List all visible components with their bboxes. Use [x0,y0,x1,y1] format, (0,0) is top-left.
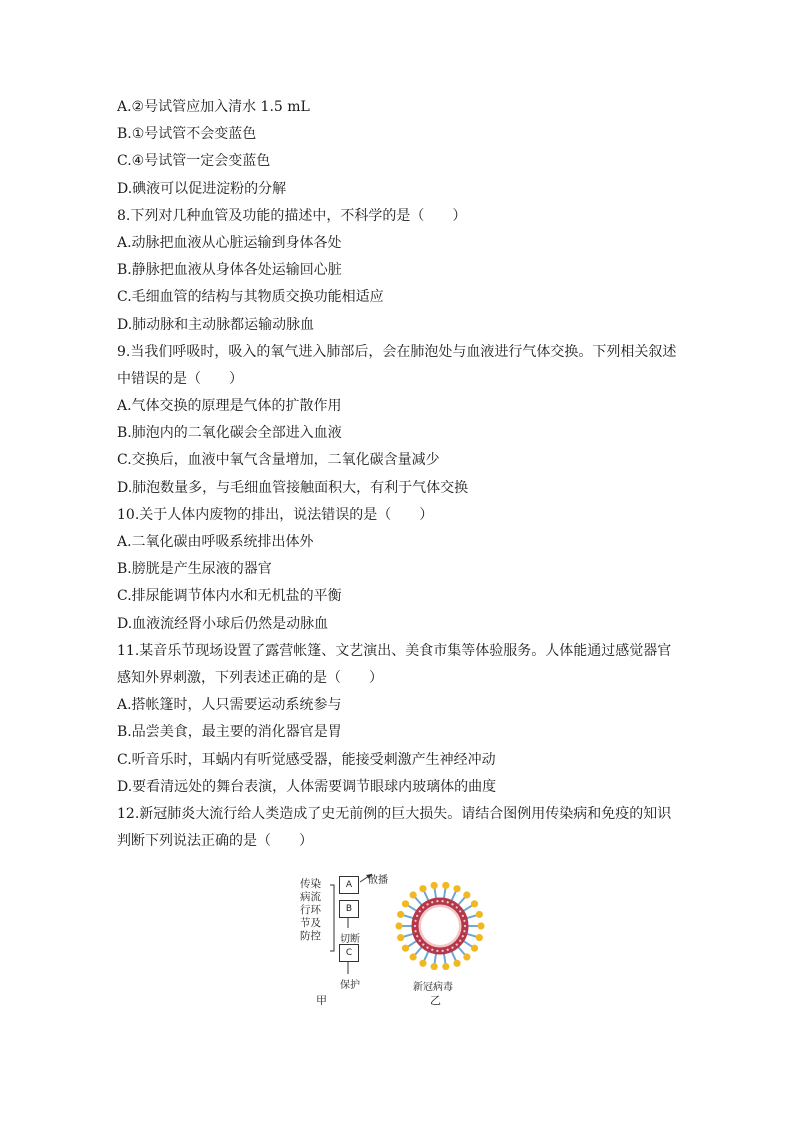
question-text [117,94,682,855]
spike-head [442,963,449,970]
spike-head [471,900,478,907]
question-9-stem-cont: 中错误的是（ ） [117,370,243,387]
text-line: A.气体交换的原理是气体的扩散作用 [117,398,342,415]
membrane-dot [419,940,421,942]
membrane-dot [414,925,416,927]
membrane-dot [422,943,424,945]
text-line: B.肺泡内的二氧化碳会全部进入血液 [117,425,342,442]
spike-head [395,922,402,929]
text-line: B.静脉把血液从身体各处运输回心脏 [117,262,342,279]
cut-label: 切断 [340,934,360,945]
membrane-dot [464,925,466,927]
spike-head [476,911,483,918]
virus-label: 新冠病毒 [413,982,453,993]
membrane-dot [456,943,458,945]
text-line: A.二氧化碳由呼吸系统排出体外 [117,534,314,550]
membrane-dot [462,935,464,937]
membrane-dot [459,910,461,912]
question-12-figure [296,866,496,1008]
spike-head [397,934,404,941]
text-line: D.肺动脉和主动脉都运输动脉血 [117,316,315,333]
spike-head [463,891,470,898]
spike-head [442,882,449,889]
text-line: C.④号试管一定会变蓝色 [117,153,271,170]
membrane-dot [442,950,444,952]
text-line: C.排尿能调节体内水和无机盐的平衡 [117,588,342,605]
membrane-dot [447,949,449,951]
spike-head [431,882,438,889]
membrane-dot [431,949,433,951]
spike-head [410,953,417,960]
spike-head [410,891,417,898]
membrane-dot [451,947,453,949]
spike-head [419,885,426,892]
membrane-dot [447,901,449,903]
box-b: B [339,900,359,918]
spread-label: 散播 [368,875,388,886]
spike-head [463,953,470,960]
membrane-dot [414,920,416,922]
question-8-stem: 8.下列对几种血管及功能的描述中，不科学的是（ ） [117,207,467,224]
membrane-dot [426,903,428,905]
membrane-dot [419,910,421,912]
question-11-stem: 11.某音乐节现场设置了露营帐篷、文艺演出、美食市集等体验服务。人体能通过感觉器官 [117,642,672,659]
membrane-dot [462,915,464,917]
spike-head [453,960,460,967]
spike-head [419,960,426,967]
question-11-stem-cont: 感知外界刺激，下列表述正确的是（ ） [117,669,383,686]
text-line: D.血液流经肾小球后仍然是动脉血 [117,615,329,632]
caption-jia: 甲 [316,994,327,1007]
membrane-dot [463,930,465,932]
spike-head [397,911,404,918]
membrane-dot [431,901,433,903]
text-line: B.品尝美食，最主要的消化器官是胃 [117,724,342,741]
membrane-dot [456,906,458,908]
membrane-dot [436,900,438,902]
membrane-dot [426,947,428,949]
text-line: A.动脉把血液从心脏运输到身体各处 [117,234,342,251]
membrane-dot [451,903,453,905]
text-line: A.搭帐篷时，人只需要运动系统参与 [117,697,342,714]
membrane-dot [436,950,438,952]
text-line: D.肺泡数量多，与毛细血管接触面积大，有利于气体交换 [117,479,469,496]
virus-illustration [394,880,486,972]
text-line: B.①号试管不会变蓝色 [117,126,257,143]
spike-head [402,945,409,952]
spike-head [471,945,478,952]
text-line: C.毛细血管的结构与其物质交换功能相适应 [117,289,384,306]
text-line: B.膀胱是产生尿液的器官 [117,561,272,578]
text-line: C.听音乐时，耳蜗内有听觉感受器，能接受刺激产生神经冲动 [117,751,496,768]
question-12-stem: 12.新冠肺炎大流行给人类造成了史无前例的巨大损失。请结合图例用传染病和免疫的知识 [117,805,672,822]
text-line: D.要看清远处的舞台表演，人体需要调节眼球内玻璃体的曲度 [117,778,497,795]
membrane-dot [442,900,444,902]
spike-head [477,922,484,929]
membrane-dot [416,935,418,937]
question-12-stem-cont: 判断下列说法正确的是（ ） [117,833,313,850]
spike-head [453,885,460,892]
membrane-dot [463,920,465,922]
question-10-stem: 10.关于人体内废物的排出，说法错误的是（ ） [117,506,434,523]
box-c: C [339,944,359,962]
spike-head [402,900,409,907]
text-line: A.②号试管应加入清水 1.5 mL [117,99,310,115]
membrane-dot [416,915,418,917]
caption-yi: 乙 [430,994,441,1007]
membrane-dot [414,930,416,932]
protect-label: 保护 [340,980,360,991]
box-a: A [339,876,359,894]
diagram-side-label: 传染病流行环节及防控 [300,878,321,942]
spike-head [476,934,483,941]
text-line: D.碘液可以促进淀粉的分解 [117,180,287,197]
membrane-dot [422,906,424,908]
membrane-dot [459,940,461,942]
text-line: C.交换后，血液中氧气含量增加，二氧化碳含量减少 [117,452,440,469]
spike-head [431,963,438,970]
question-9-stem: 9.当我们呼吸时，吸入的氧气进入肺部后，会在肺泡处与血液进行气体交换。下列相关叙述 [117,343,677,360]
